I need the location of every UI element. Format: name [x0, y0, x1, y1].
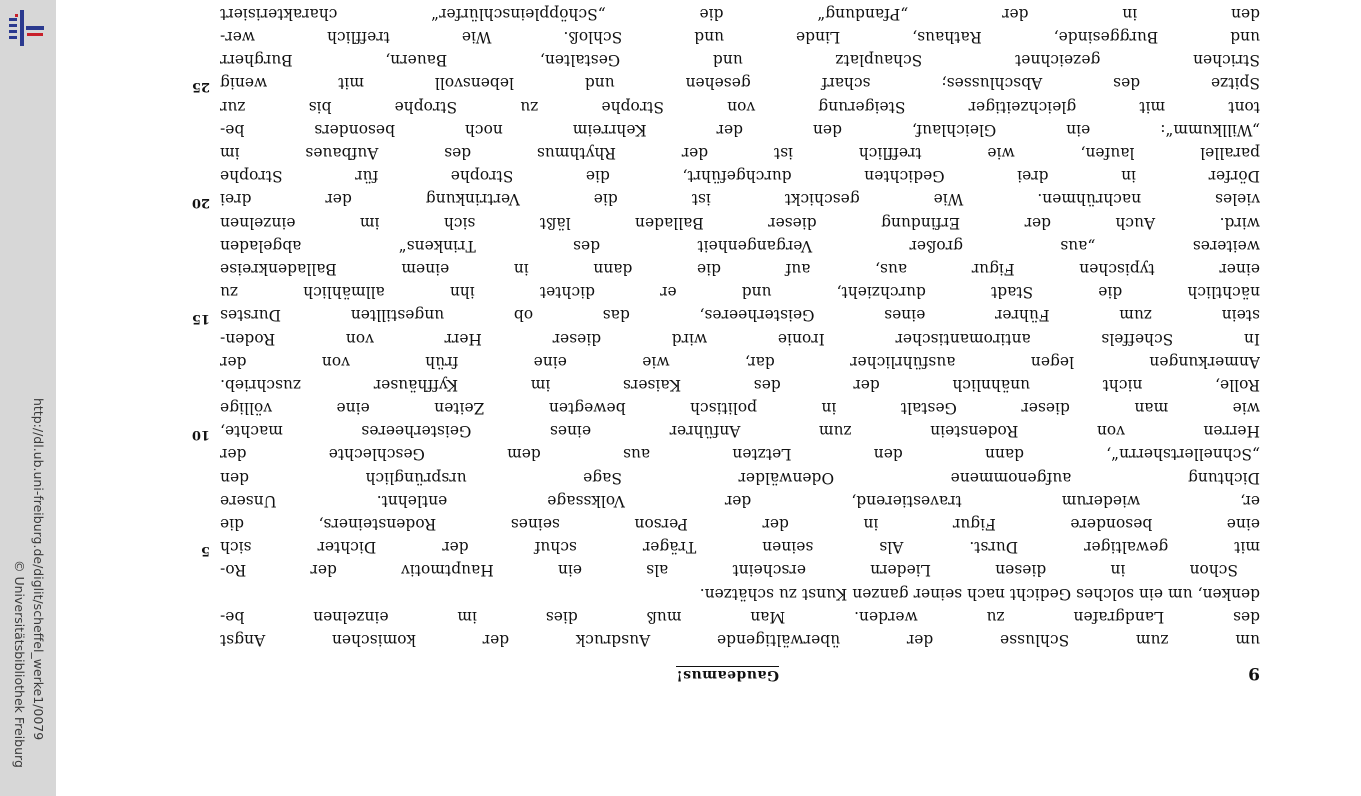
- text-line: den in der „Pfandung“ die „Schöppleinschlürfer“ charakterisiert: [220, 4, 1260, 23]
- text-line: wie man dieser Gestalt in politisch bewegten Zeiten eine völlige: [220, 399, 1260, 418]
- text-line: „Willkumm“: ein Gleichlauf, den der Kehrreim noch besonders be-: [220, 120, 1260, 139]
- text-line: um zum Schlusse der überwältigende Ausdruck der komischen Angst: [220, 631, 1260, 649]
- line-number: 25: [191, 79, 210, 94]
- body-text: [220, 0, 1260, 651]
- text-line: eine besondere Figur in der Person seines Rodensteiners, die: [220, 515, 1260, 534]
- text-line: einer typischen Figur aus, auf die dann in einem Balladenkreise: [220, 260, 1260, 278]
- running-title: [185, 667, 1270, 683]
- running-title-text: Gaudeamus!: [676, 667, 779, 683]
- text-line: Spitze des Abschlusses; scharf gesehen und lebensvoll mit wenig: [220, 74, 1260, 93]
- page-content-rotated: [185, 4, 1270, 685]
- text-line: Dörfer in drei Gedichten durchgeführt, die Strophe für Strophe: [220, 167, 1260, 186]
- text-line: mit gewaltiger Durst. Als seinen Träger schuf der Dichter sich: [220, 538, 1260, 557]
- line-number: 15: [191, 311, 210, 326]
- text-line: In Scheffels antiromantischer Ironie wird dieser Herr von Roden-: [220, 329, 1260, 348]
- text-line: weiteres „aus großer Vergangenheit des Trinkens“ abgeladen: [220, 236, 1260, 255]
- document-url: http://dl.ub.uni-freiburg.de/diglit/scheffel_werke1/0079: [31, 398, 46, 741]
- page-header: [185, 655, 1270, 685]
- text-line: [220, 0, 1260, 2]
- copyright-notice: © Universitätsbibliothek Freiburg: [12, 560, 27, 768]
- library-logo-icon[interactable]: [5, 8, 47, 48]
- text-line: parallel laufen, wie trefflich ist der Rhythmus des Aufbaues im: [220, 144, 1260, 163]
- text-line: Herren von Rodenstein zum Anführer eines Geisterheeres machte,: [220, 422, 1260, 441]
- text-line: stein zum Führer eines Geisterheeres, das ob ungestillten Durstes: [220, 306, 1260, 325]
- page-number: 9: [1248, 663, 1260, 683]
- text-line: Anmerkungen legen ausführlicher dar, wie eine früh von der: [220, 352, 1260, 371]
- text-line: wird. Auch der Erfindung dieser Balladen läßt sich im einzelnen: [220, 213, 1260, 232]
- text-line: Strichen gezeichnet Schauplatz und Gestalten, Bauern, Burgherr: [220, 51, 1260, 70]
- text-line: und Burggesinde, Rathaus, Linde und Schloß. Wie trefflich wer-: [220, 28, 1260, 47]
- viewer-sidebar: [0, 0, 56, 796]
- text-line: tont mit gleichzeitiger Steigerung von Strophe zu Strophe bis zur: [220, 97, 1260, 116]
- text-line: denken, um ein solches Gedicht nach seiner ganzen Kunst zu schätzen.: [699, 584, 1260, 603]
- text-line: vieles nachrühmen. Wie geschickt ist die Vertrinkung der drei: [220, 190, 1260, 209]
- text-line: er, wiederum travestierend, der Volkssage entlehnt. Unsere: [220, 491, 1260, 510]
- line-number: 20: [191, 195, 210, 210]
- scanned-page: [185, 4, 1270, 685]
- text-line: nächtlich die Stadt durchzieht, und er dichtet ihn allmählich zu: [220, 283, 1260, 302]
- text-line: Schon in diesen Liedern erscheint als ein Hauptmotiv der Ro-: [220, 561, 1238, 580]
- text-line: Dichtung aufgenommene Odenwälder Sage ursprünglich den: [220, 468, 1260, 487]
- line-number: 10: [191, 427, 210, 442]
- text-line: des Landgrafen zu werden. Man muß dies im einzelnen be-: [220, 607, 1260, 626]
- text-line: Rolle, nicht unähnlich der des Kaisers im Kyffhäuser zuschrieb.: [220, 375, 1260, 394]
- text-line: „Schnellertsherrn“, dann den Letzten aus dem Geschlechte der: [220, 445, 1260, 464]
- line-number: 5: [200, 543, 210, 558]
